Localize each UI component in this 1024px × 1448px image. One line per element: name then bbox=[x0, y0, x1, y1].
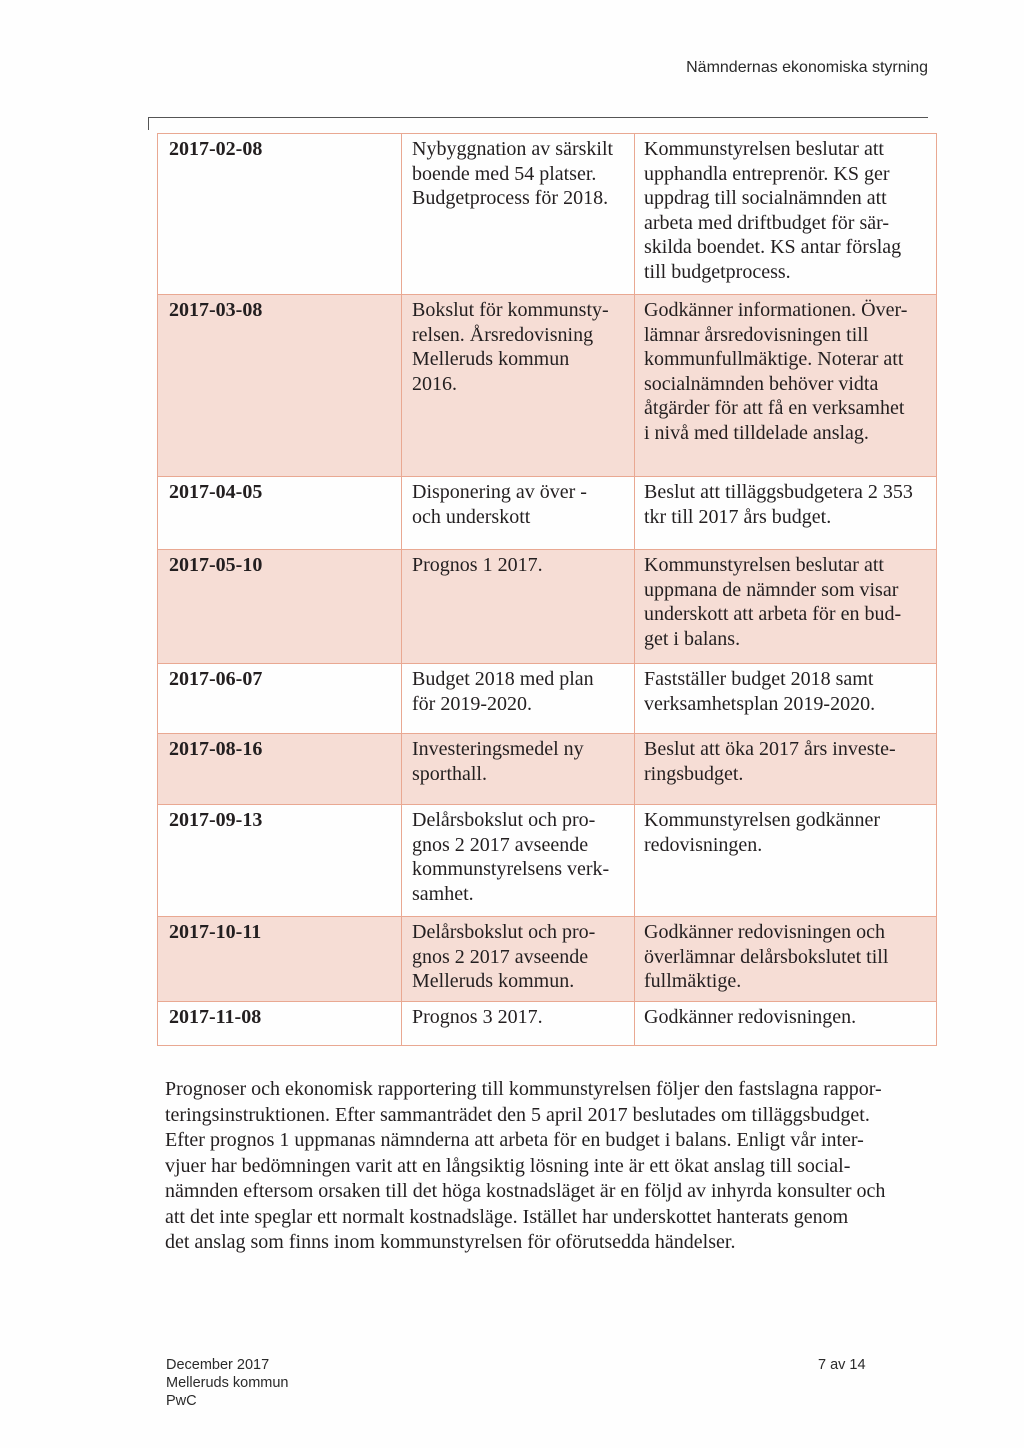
subject-line: Budget 2018 med plan bbox=[412, 668, 594, 690]
subject-line: samhet. bbox=[412, 882, 474, 905]
subject-line: Prognos 1 2017. bbox=[412, 554, 543, 576]
meeting-date: 2017-03-08 bbox=[169, 299, 263, 321]
subject-line: relsen. Årsredovisning bbox=[412, 323, 594, 346]
decision-line: Godkänner redovisningen. bbox=[644, 1006, 857, 1028]
date-cell bbox=[158, 917, 401, 1001]
date-cell bbox=[158, 664, 401, 733]
decision-line: överlämnar delårsbokslutet till bbox=[644, 945, 889, 968]
date-cell bbox=[158, 550, 401, 663]
decision-cell bbox=[634, 134, 936, 294]
page-number: 7 av 14 bbox=[818, 1357, 866, 1373]
table-row bbox=[158, 663, 936, 733]
table-row bbox=[158, 549, 936, 663]
decision-line: Godkänner informationen. Över- bbox=[644, 299, 908, 321]
decision-line: Kommunstyrelsen godkänner bbox=[644, 809, 881, 831]
paragraph-line: att det inte speglar ett normalt kostnadsläge. Istället har underskottet hanterats genom bbox=[165, 1205, 849, 1228]
paragraph-line: nämnden eftersom orsaken till det höga kostnadsläget är en följd av inhyrda konsulter och bbox=[165, 1180, 886, 1202]
decision-cell bbox=[634, 917, 936, 1001]
subject-cell bbox=[401, 917, 634, 1001]
decision-cell bbox=[634, 295, 936, 476]
decision-line: verksamhetsplan 2019-2020. bbox=[644, 692, 876, 715]
paragraph-line: Prognoser och ekonomisk rapportering till kommunstyrelsen följer den fastslagna rappor- bbox=[165, 1078, 882, 1100]
decision-line: Godkänner redovisningen och bbox=[644, 921, 886, 943]
subject-line: gnos 2 2017 avseende bbox=[412, 833, 589, 856]
meeting-date: 2017-04-05 bbox=[169, 481, 263, 503]
table-row bbox=[158, 294, 936, 476]
decision-cell bbox=[634, 664, 936, 733]
table-row bbox=[158, 804, 936, 916]
meeting-date: 2017-06-07 bbox=[169, 668, 263, 690]
meeting-date: 2017-02-08 bbox=[169, 138, 263, 160]
body-paragraph bbox=[165, 1077, 945, 1256]
decision-cell bbox=[634, 805, 936, 916]
subject-line: Disponering av över - bbox=[412, 481, 587, 503]
subject-line: Prognos 3 2017. bbox=[412, 1006, 543, 1028]
decision-line: ringsbudget. bbox=[644, 762, 744, 785]
paragraph-line: teringsinstruktionen. Efter sammanträdet den 5 april 2017 beslutades om tilläggsbudget. bbox=[165, 1103, 870, 1126]
date-cell bbox=[158, 1002, 401, 1045]
date-cell bbox=[158, 734, 401, 804]
decision-line: upphandla entreprenör. KS ger bbox=[644, 162, 890, 185]
decision-cell bbox=[634, 550, 936, 663]
header-rule-tick bbox=[148, 117, 149, 130]
subject-cell bbox=[401, 805, 634, 916]
decision-line: Beslut att öka 2017 års investe- bbox=[644, 738, 896, 760]
decision-line: lämnar årsredovisningen till bbox=[644, 323, 869, 346]
subject-line: 2016. bbox=[412, 372, 457, 395]
decision-cell bbox=[634, 734, 936, 804]
decision-line: uppmana de nämnder som visar bbox=[644, 578, 899, 601]
meeting-table bbox=[157, 133, 937, 1046]
date-cell bbox=[158, 805, 401, 916]
decision-line: i nivå med tilldelade anslag. bbox=[644, 421, 869, 444]
subject-cell bbox=[401, 550, 634, 663]
decision-line: arbeta med driftbudget för sär- bbox=[644, 211, 890, 234]
subject-cell bbox=[401, 477, 634, 549]
decision-line: redovisningen. bbox=[644, 833, 763, 856]
subject-cell bbox=[401, 664, 634, 733]
decision-line: Beslut att tilläggsbudgetera 2 353 bbox=[644, 481, 913, 503]
decision-line: Fastställer budget 2018 samt bbox=[644, 668, 874, 690]
decision-cell bbox=[634, 477, 936, 549]
decision-line: get i balans. bbox=[644, 627, 741, 650]
subject-line: Budgetprocess för 2018. bbox=[412, 187, 609, 209]
decision-line: skilda boendet. KS antar förslag bbox=[644, 236, 902, 258]
paragraph-line: det anslag som finns inom kommunstyrelsen för oförutsedda händelser. bbox=[165, 1231, 736, 1253]
decision-cell bbox=[634, 1002, 936, 1045]
subject-line: för 2019-2020. bbox=[412, 692, 532, 715]
subject-line: Delårsbokslut och pro- bbox=[412, 809, 596, 831]
table-row bbox=[158, 1001, 936, 1045]
header-rule bbox=[148, 117, 928, 118]
date-cell bbox=[158, 134, 401, 294]
decision-line: åtgärder för att få en verksamhet bbox=[644, 397, 905, 419]
table-row bbox=[158, 134, 936, 294]
paragraph-line: Efter prognos 1 uppmanas nämnderna att arbeta för en budget i balans. Enligt vår inter- bbox=[165, 1129, 864, 1151]
paragraph-line: vjuer har bedömningen varit att en långsiktig lösning inte är ett ökat anslag till social- bbox=[165, 1154, 851, 1177]
date-cell bbox=[158, 477, 401, 549]
subject-line: kommunstyrelsens verk- bbox=[412, 858, 610, 880]
date-cell bbox=[158, 295, 401, 476]
meeting-date: 2017-09-13 bbox=[169, 809, 263, 831]
decision-line: socialnämnden behöver vidta bbox=[644, 372, 879, 395]
decision-line: fullmäktige. bbox=[644, 970, 742, 992]
running-header: Nämndernas ekonomiska styrning bbox=[686, 59, 928, 76]
table-row bbox=[158, 733, 936, 804]
subject-line: Delårsbokslut och pro- bbox=[412, 921, 596, 943]
subject-line: Melleruds kommun. bbox=[412, 970, 575, 992]
footer-date: December 2017 bbox=[166, 1357, 270, 1373]
meeting-date: 2017-10-11 bbox=[169, 921, 262, 943]
subject-line: Melleruds kommun bbox=[412, 348, 570, 370]
decision-line: underskott att arbeta för en bud- bbox=[644, 603, 902, 625]
subject-line: Nybyggnation av särskilt bbox=[412, 138, 614, 160]
decision-line: uppdrag till socialnämnden att bbox=[644, 187, 887, 209]
subject-cell bbox=[401, 734, 634, 804]
decision-line: tkr till 2017 års budget. bbox=[644, 505, 832, 528]
footer-organization: Melleruds kommun bbox=[166, 1375, 289, 1391]
footer-info bbox=[166, 1356, 289, 1410]
table-row bbox=[158, 476, 936, 549]
decision-line: till budgetprocess. bbox=[644, 260, 791, 283]
meeting-date: 2017-05-10 bbox=[169, 554, 263, 576]
decision-line: Kommunstyrelsen beslutar att bbox=[644, 138, 884, 160]
subject-line: Bokslut för kommunsty- bbox=[412, 299, 609, 321]
table-row bbox=[158, 916, 936, 1001]
decision-line: kommunfullmäktige. Noterar att bbox=[644, 348, 904, 370]
footer-author: PwC bbox=[166, 1393, 197, 1409]
decision-line: Kommunstyrelsen beslutar att bbox=[644, 554, 884, 576]
meeting-date: 2017-11-08 bbox=[169, 1006, 262, 1028]
meeting-date: 2017-08-16 bbox=[169, 738, 263, 760]
subject-cell bbox=[401, 295, 634, 476]
subject-line: gnos 2 2017 avseende bbox=[412, 945, 589, 968]
subject-cell bbox=[401, 134, 634, 294]
subject-line: boende med 54 platser. bbox=[412, 162, 597, 185]
subject-line: Investeringsmedel ny bbox=[412, 738, 584, 760]
subject-line: och underskott bbox=[412, 505, 531, 528]
subject-cell bbox=[401, 1002, 634, 1045]
subject-line: sporthall. bbox=[412, 762, 487, 785]
